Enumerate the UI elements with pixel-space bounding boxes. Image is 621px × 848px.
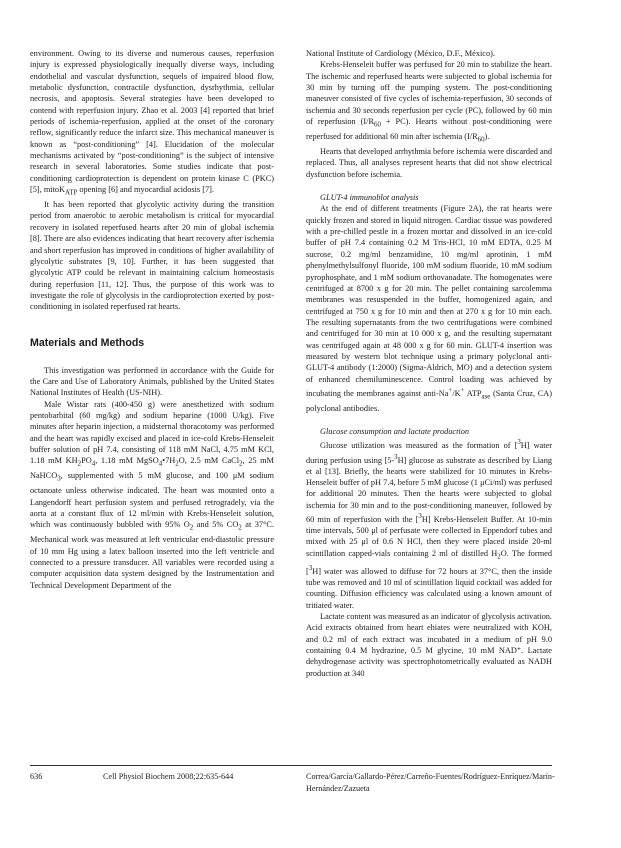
- right-paragraph-continued: National Institute of Cardiology (México, D.F., México).: [306, 49, 495, 58]
- glucose-paragraph: Glucose utilization was measured as the formation of [$^3$H] water during perfusion using [5-$^3$H] glucose as substrate as described by Liang et al [13]. Briefly, the hearts were stabilized for 10 minutes in Krebs-Henseleit buffer of pH 7.4, before 5 mM glucose (1 μCi/ml) was perfused for additional 20 minutes. Then the hearts were subjected to global ischemia for 30 min and to the post-conditioning maneuver, followed by 60 min of reperfusion with the [$^3$H] Krebs-Henseleit Buffer. At 10-min time intervals, 500 μl of perfusate were collected in Eppendorf tubes and mixed with 25 μl of 0.6 N HCl, then they were placed inside 20-ml scintillation capped-vials containing 2 ml of distilled $H_2O$. The formed [$^3$H] water was allowed to diffuse for 72 hours at 37°C, then the inside tube was removed and 10 ml of scintillation liquid cocktail was added for counting. Diffusion efficiency was calculated using a known amount of tritiated water.: [306, 439, 553, 610]
- journal-citation: Cell Physiol Biochem 2008;22:635-644: [103, 772, 234, 781]
- glycolysis-paragraph: It has been reported that glycolytic activity during the transition period from anaerobic to aerobic metabolism is critical for myocardial recovery in isolated reperfused hearts after 20 min of global ischemia [8]. There are also evidences indicating that heart recovery after ischemia and short reperfusion has improved in conditions of higher availability of glycolytic substrates [9, 10]. Further, it has been suggested that glycolytic ATP could be relevant in maintaining calcium homeostasis during reperfusion [11, 12]. Thus, the purpose of this work was to investigate the role of glycolysis in the cardioprotection exerted by post-conditioning in isolated reperfused rat hearts.: [30, 200, 274, 312]
- right-column: [306, 48, 552, 679]
- page-number: 636: [30, 772, 43, 781]
- ethics-paragraph: This investigation was performed in accordance with the Guide for the Care and Use of Laboratory Animals, published by the United States National Institutes of Health (US-NIH).: [30, 365, 274, 398]
- krebs-paragraph: Krebs-Henseleit buffer was perfused for 20 min to stabilize the heart. The ischemic and reperfused hearts were subjected to global ischemia for 30 min by turning off the pumping system. The post-conditioning maneuver consisted of five cycles of ischemia-reperfusion, 30 seconds of ischemia and 30 seconds reperfusion per cycle (PC), followed by 60 min of reperfusion $(I/R_{60} + PC)$. Hearts without post-conditioning were reperfused for additional 60 min after ischemia $(I/R_{60})$.: [306, 60, 552, 144]
- arrhythmia-paragraph: Hearts that developed arrhythmia before ischemia were discarded and replaced. Thus, all analyses represent hearts that did not show electrical dysfunction before ischemia.: [306, 147, 552, 179]
- left-column: [30, 48, 274, 591]
- male-wistar-paragraph: Male Wistar rats (400-450 g) were anesthetized with sodium pentobarbital (60 mg/kg) and sodium heparine (1000 U/kg). Five minutes after heparin injection, a midsternal thoracotomy was performed and the heart was rapidly excised and placed in ice-cold Krebs-Henseleit buffer solution of pH 7.4, consisting of 118 mM NaCl, 4.75 mM KCl, 1.18 mM $KH_2PO_4$, 1.18 mM $MgSO_4•7H_2O$, 2.5 mM CaCl$_2$, 25 mM NaHCO$_3$, supplemented with 5 mM glucose, and 100 μM sodium octanoate unless otherwise indicated. The heart was mounted onto a Langendorff heart perfusion system and perfused retrogradely, via the aorta at a constant flux of 12 ml/min with Krebs-Henseleit solution, which was continuously bubbled with 95% $O_2$ and 5% $CO_2$ at 37°C. Mechanical work was measured at left ventricular end-diastolic pressure of 10 mm Hg using a latex balloon inserted into the left ventricle and connected to a pressure transducer. All variables were recorded using a computer acquisition data system designed by the Instrumentation and Technical Development Department of the: [30, 399, 275, 590]
- glut4-subheading: GLUT-4 immunoblot analysis: [320, 193, 419, 203]
- lactate-paragraph: Lactate content was measured as an indicator of glycolysis activation. Acid extracts obtained from heart ehiates were neutralized with KOH, and 0.2 ml of each extract was incubated in a medium of pH 9.0 containing 0.4 M hydrazine, 0.5 M glycine, 10 mM NAD⁺. Lactate dehydrogenase activity was spectrophotometrically evaluated as NADH production at 340: [306, 611, 552, 678]
- section-title: Materials and Methods: [30, 336, 145, 349]
- glut4-paragraph: At the end of different treatments (Figure 2A), the rat hearts were quickly frozen and stored in liquid nitrogen. Cardiac tissue was powdered with a pre-chilled pestle in a frozen mortar and dissolved in an ice-cold buffer of pH 7.4 containing 0.2 M Tris-HCl, 10 mM EDTA, 0.25 M sucrose, 0.2 mg/ml benzamidine, 10 mg/ml aprotinin, 1 mM phenylmethylsulfonyl fluoride, 100 mM sodium fluoride, 10 mM sodium pyrophosphate, and 1 mM sodium orthovanadate. The homogenates were centrifuged at 8700 x g for 20 min. The pellet containing sarcolemma membranes was resuspended in the buffer, homogenized again, and centrifuged at 750 x g for 10 min and then at 270 x g for 10 min each. The resulting supernatants from the two centrifugations were combined and centrifuged for 30 min at 10 000 x g, and the resulting supernatant was centrifuged again at 48 000 x g for 60 min. GLUT-4 insertion was measured by western blot technique using a primary polyclonal anti-GLUT-4 antibody (1:2000) (Sigma-Aldrich, MO) and a detection system of enhanced chemiluminescence. Control loading was achieved by incubating the membranes against anti-Na+/K+ $ATP_{ase}$ (Santa Cruz, CA) polyclonal antibodies.: [306, 204, 552, 413]
- glucose-subheading: Glucose consumption and lactate production: [320, 427, 470, 437]
- intro-paragraph-continued: environment. Owing to its diverse and numerous causes, reperfusion injury is expressed physiologically inequally diverse ways, including endothelial and vascular dysfunction, sequels of impaired blood flow, metabolic dysfunction, contractile dysfunction, dysrhythmia, cellular necrosis, and apoptosis. Several strategies have been developed to contend with reperfusion injury. Zhao et al. 2003 [4] reported that brief periods of ischemia-reperfusion, applied at the onset of the coronary reflow, significantly reduce the infarct size. This mechanical maneuver is known as “post-conditioning” [4]. Elucidation of the molecular mechanisms activated by “post-conditioning” is the subject of intensive research in several laboratories. Some studies indicate that post-conditioning cardioprotection is dependent on protein kinase C (PKC) [5], mitoK$_{ATP}$ opening [6] and myocardial acidosis [7].: [30, 49, 274, 197]
- author-list: Correa/García/Gallardo-Pérez/Carreño-Fuentes/Rodríguez-Enríquez/Marín-Hernández/Zazueta: [306, 772, 555, 793]
- footer-divider: [30, 765, 552, 766]
